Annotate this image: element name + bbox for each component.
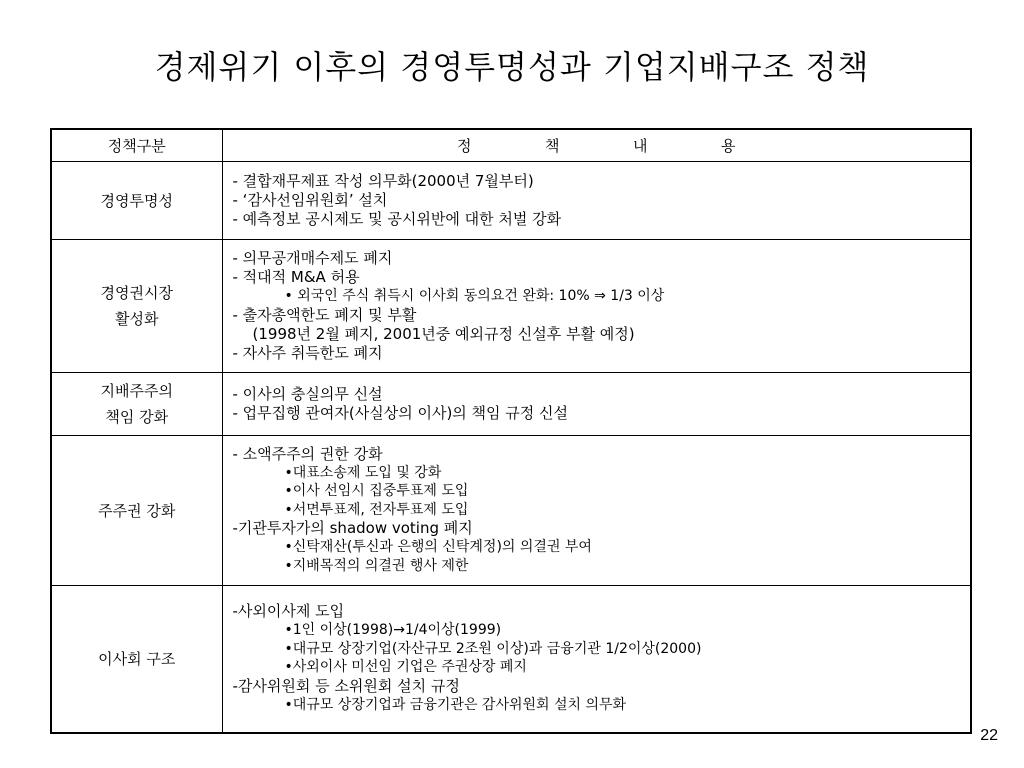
- policy-table: [50, 128, 972, 734]
- category-cell: [51, 373, 222, 436]
- table-row: [51, 586, 971, 733]
- table-row: [51, 436, 971, 586]
- policy-item: - 업무집행 관여자(사실상의 이사)의 책임 규정 신설: [232, 403, 569, 422]
- policy-item: - 이사의 충실의무 신설: [232, 384, 383, 403]
- content-cell: [222, 162, 971, 240]
- table-row: [51, 373, 971, 436]
- header-content: [222, 129, 971, 162]
- policy-subitem: •이사 선임시 집중투표제 도입: [284, 483, 469, 500]
- table-row: [51, 162, 971, 240]
- category-cell: [51, 436, 222, 586]
- policy-item: -감사위원회 등 소위원회 설치 규정: [232, 676, 460, 695]
- table-row: [51, 240, 971, 373]
- policy-subitem: • 외국인 주식 취득시 이사회 동의요건 완화: 10% ⇒ 1/3 이상: [284, 287, 665, 304]
- category-cell: [51, 162, 222, 240]
- policy-item: - 자사주 취득한도 폐지: [232, 343, 383, 362]
- category-label: 활성화: [115, 310, 159, 328]
- policy-item: - 적대적 M&A 허용: [232, 267, 360, 286]
- policy-item: -기관투자가의 shadow voting 폐지: [232, 519, 473, 538]
- category-cell: [51, 240, 222, 373]
- policy-item: -사외이사제 도입: [232, 602, 345, 621]
- policy-item: - 소액주주의 권한 강화: [232, 444, 383, 463]
- policy-item: (1998년 2월 폐지, 2001년중 예외규정 신설후 부활 예정): [252, 324, 635, 343]
- header-content-char: 정: [457, 137, 472, 155]
- category-label: 책임 강화: [105, 408, 169, 426]
- policy-item: - ‘감사선임위원회’ 설치: [232, 190, 388, 209]
- table-body: [51, 162, 971, 733]
- policy-item: - 출자총액한도 폐지 및 부활: [232, 305, 417, 324]
- header-content-char: 내: [633, 137, 648, 155]
- category-cell: [51, 586, 222, 733]
- category-label: 주주권 강화: [98, 501, 176, 520]
- policy-subitem: •사외이사 미선임 기업은 주권상장 폐지: [284, 659, 527, 676]
- policy-subitem: •대규모 상장기업(자산규모 2조원 이상)과 금융기관 1/2이상(2000): [284, 640, 702, 657]
- policy-subitem: •지배목적의 의결권 행사 제한: [284, 557, 469, 574]
- header-content-char: 책: [545, 137, 560, 155]
- policy-item: - 예측정보 공시제도 및 공시위반에 대한 처벌 강화: [232, 209, 562, 228]
- policy-subitem: •1인 이상(1998)→1/4이상(1999): [284, 622, 502, 639]
- policy-subitem: •대규모 상장기업과 금융기관은 감사위원회 설치 의무화: [284, 696, 627, 713]
- table-header-row: [51, 129, 971, 162]
- category-label: 지배주주의: [100, 382, 173, 400]
- category-label: 이사회 구조: [98, 649, 176, 668]
- category-label: 경영투명성: [100, 191, 173, 210]
- policy-subitem: •신탁재산(투신과 은행의 신탁계정)의 의결권 부여: [284, 539, 592, 556]
- content-cell: [222, 586, 971, 733]
- slide-title: 경제위기 이후의 경영투명성과 기업지배구조 정책: [154, 48, 870, 86]
- category-label: 경영권시장: [100, 284, 173, 302]
- content-cell: [222, 240, 971, 373]
- header-category: 정책구분: [51, 129, 222, 162]
- policy-subitem: •서면투표제, 전자투표제 도입: [284, 501, 469, 518]
- header-content-char: 용: [721, 137, 736, 155]
- page-number: 22: [980, 727, 998, 744]
- policy-item: - 결합재무제표 작성 의무화(2000년 7월부터): [232, 171, 534, 190]
- policy-subitem: •대표소송제 도입 및 강화: [284, 464, 442, 481]
- policy-item: - 의무공개매수제도 폐지: [232, 248, 393, 267]
- content-cell: [222, 436, 971, 586]
- content-cell: [222, 373, 971, 436]
